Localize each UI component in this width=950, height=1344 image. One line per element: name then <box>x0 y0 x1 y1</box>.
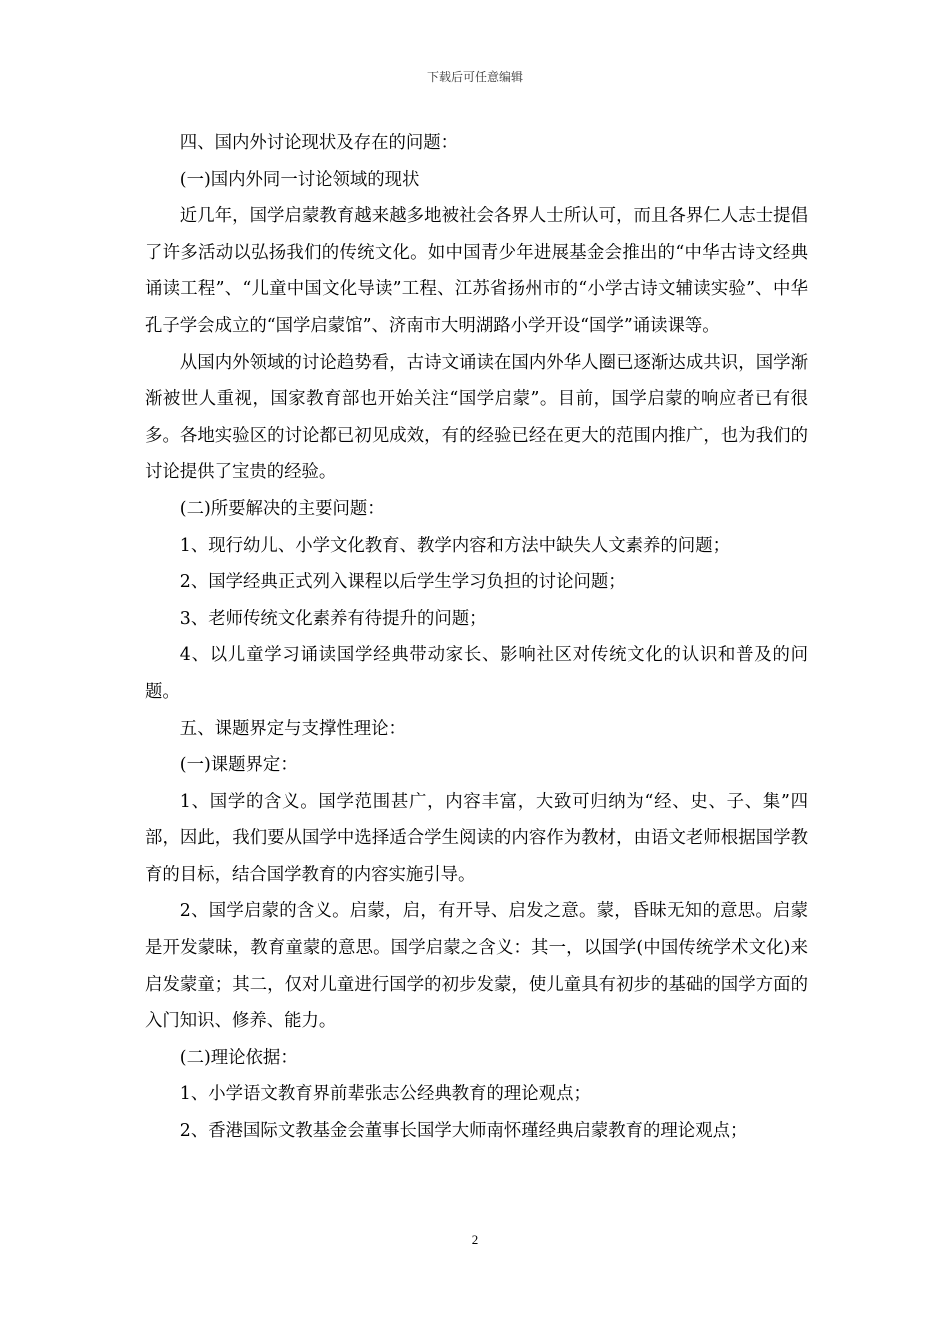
document-body <box>145 125 808 1150</box>
paragraph: 近几年，国学启蒙教育越来越多地被社会各界人士所认可，而且各界仁人志士提倡了许多活动以弘扬我们的传统文化。如中国青少年进展基金会推出的“中华古诗文经典诵读工程”、“儿童中国文化导读”工程、江苏省扬州市的“小学古诗文辅读实验”、中华孔子学会成立的“国学启蒙馆”、济南市大明湖路小学开设“国学”诵读课等。 <box>145 206 808 336</box>
subsection-heading: (二)所要解决的主要问题： <box>179 498 385 519</box>
list-item: 1、小学语文教育界前辈张志公经典教育的理论观点； <box>179 1084 591 1105</box>
list-item: 2、国学经典正式列入课程以后学生学习负担的讨论问题； <box>179 572 626 593</box>
paragraph: 2、国学启蒙的含义。启蒙，启，有开导、启发之意。蒙，昏昧无知的意思。启蒙是开发蒙昧，教育童蒙的意思。国学启蒙之含义：其一，以国学(中国传统学术文化)来启发蒙童；其二，仅对儿童进行国学的初步发蒙，使儿童具有初步的基础的国学方面的入门知识、修养、能力。 <box>145 901 808 1032</box>
paragraph: 从国内外领域的讨论趋势看，古诗文诵读在国内外华人圈已逐渐达成共识，国学渐渐被世人重视，国家教育部也开始关注“国学启蒙”。目前，国学启蒙的响应者已有很多。各地实验区的讨论都已初见成效，有的经验已经在更大的范围内推广，也为我们的讨论提供了宝贵的经验。 <box>145 352 808 483</box>
section-heading-4: 四、国内外讨论现状及存在的问题： <box>179 133 459 153</box>
subsection-heading: (一)国内外同一讨论领域的现状 <box>179 169 420 190</box>
list-item: 3、老师传统文化素养有待提升的问题； <box>179 608 487 629</box>
list-item: 1、现行幼儿、小学文化教育、教学内容和方法中缺失人文素养的问题； <box>179 535 730 556</box>
subsection-heading: (二)理论依据： <box>179 1047 298 1068</box>
page-header: 下载后可任意编辑 <box>426 70 523 84</box>
section-heading-5: 五、课题界定与支撑性理论： <box>179 718 406 739</box>
page-number: 2 <box>471 1232 479 1247</box>
subsection-heading: (一)课题界定： <box>179 755 298 776</box>
list-item: 2、香港国际文教基金会董事长国学大师南怀瑾经典启蒙教育的理论观点； <box>179 1121 748 1142</box>
list-item: 4、以儿童学习诵读国学经典带动家长、影响社区对传统文化的认识和普及的问题。 <box>145 645 808 702</box>
paragraph: 1、国学的含义。国学范围甚广，内容丰富，大致可归纳为“经、史、子、集”四部，因此，我们要从国学中选择适合学生阅读的内容作为教材，由语文老师根据国学教育的目标，结合国学教育的内容实施引导。 <box>145 791 808 885</box>
